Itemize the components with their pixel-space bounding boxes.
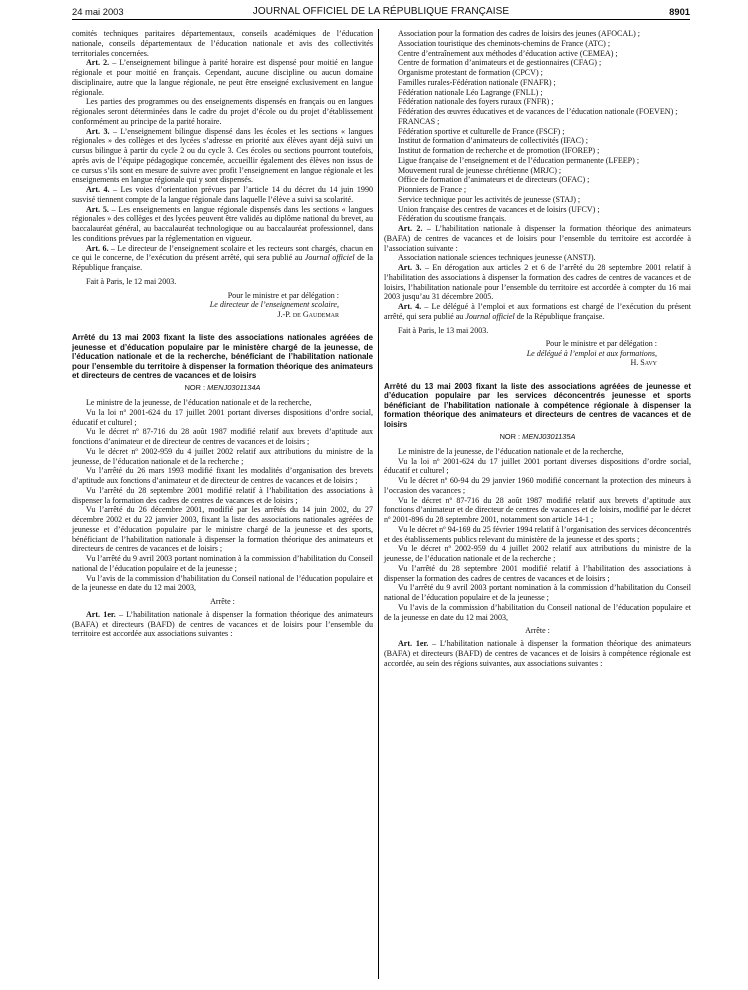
visa: Vu le décret nº 60-94 du 29 janvier 1960 modifié concernant la protection des mineurs à l’occasion des vacances ; bbox=[384, 476, 691, 495]
journal-title: JOURNAL OFFICIEL DE LA RÉPUBLIQUE FRANÇAISE bbox=[252, 6, 510, 17]
list-item: Association touristique des cheminots-chemins de France (ATC) ; bbox=[398, 38, 611, 48]
visa: Le ministre de la jeunesse, de l’éducation nationale et de la recherche, bbox=[86, 398, 312, 408]
decree-title: Arrêté du 13 mai 2003 fixant la liste des associations nationales agréées de jeunesse et d’éducation populaire par le ministère chargé de la jeunesse, de l’éducation nationale et de la recherche, bénéficiant de l’habilitation nationale pour l’ensemble du territoire à dispenser la formation théorique des animateurs et directeurs de centres de vacances et de loisirs bbox=[72, 333, 373, 380]
visa: Vu l’arrêté du 9 avril 2003 portant nomination à la commission d’habilitation du Conseil national de l’éducation populaire et de la jeunesse ; bbox=[384, 583, 691, 603]
list-item: Pionniers de France ; bbox=[398, 185, 467, 194]
article-4 bbox=[384, 302, 691, 322]
visa: Vu le décret nº 87-716 du 28 août 1987 modifié relatif aux brevets d’aptitude aux fonctions d’animateur et de directeur de centres de vacances et de loisirs ; bbox=[72, 427, 373, 447]
signature-name bbox=[384, 358, 657, 368]
visa: Vu l’arrêté du 26 mars 1993 modifié fixant les modalités d’organisation des brevets d’aptitude aux fonctions d’animateur et de directeur de centres de vacances et de loisirs ; bbox=[72, 466, 373, 486]
article-2 bbox=[72, 58, 373, 97]
nor-label: NOR : bbox=[499, 432, 523, 442]
article-1 bbox=[72, 610, 373, 639]
signature-role: Le délégué à l’emploi et aux formations, bbox=[526, 348, 657, 358]
signature-surname: Savy bbox=[640, 358, 657, 368]
article-5 bbox=[72, 205, 373, 244]
list-item: Fédération du scoutisme français. bbox=[398, 214, 507, 224]
nor-value: MENJ0301135A bbox=[522, 432, 576, 442]
association-list bbox=[384, 29, 691, 224]
article-text: – Les enseignements en langue régionale dispensés dans les sections « langues régionales » des collèges et des lycées peuvent être validés au diplôme national du brevet, au baccalauréat général, au baccalauréat technologique ou au baccalauréat professionnel, dans les conditions prévues par la réglementation en vigueur. bbox=[72, 204, 374, 243]
signature-name bbox=[72, 310, 339, 320]
article-label: Art. 6. bbox=[86, 243, 109, 253]
visa: Vu l’avis de la commission d’habilitation du Conseil national de l’éducation populaire et de la jeunesse en date du 12 mai 2003, bbox=[72, 573, 373, 593]
article-3 bbox=[72, 127, 373, 186]
list-item: Association pour la formation des cadres de loisirs des jeunes (AFOCAL) ; bbox=[398, 29, 641, 38]
signature-initials: H. bbox=[630, 358, 641, 368]
article-text: de la République française. bbox=[514, 311, 605, 321]
nor-label: NOR : bbox=[184, 383, 208, 393]
decree-title: Arrêté du 13 mai 2003 fixant la liste des associations agréées de jeunesse et d’éducation populaire par les services déconcentrés jeunesse et sports bénéficiant de l’habilitation nationale à compétence régionale à dispenser la formation théorique des animateurs et directeurs de centres de vacances et de loisirs bbox=[384, 382, 691, 429]
article-text: – Le délégué à l’emploi et aux formations est chargé de l’exécution du présent arrêté, qui sera publié au bbox=[384, 302, 691, 321]
header-rule bbox=[72, 19, 690, 20]
article-label: Art. 3. bbox=[398, 263, 422, 272]
list-item: Organisme protestant de formation (CPCV) ; bbox=[398, 68, 543, 77]
list-item: Fédération nationale des foyers ruraux (FNFR) ; bbox=[398, 97, 554, 107]
visa: Le ministre de la jeunesse, de l’éducation nationale et de la recherche, bbox=[398, 446, 624, 456]
journal-officiel-ref: Journal officiel bbox=[465, 311, 515, 321]
column-divider bbox=[378, 29, 379, 979]
article-text: – L’enseignement bilingue dispensé dans les écoles et les sections « langues régionales » des collèges et des lycées s’adresse en priorité aux élèves ayant déjà suivi un cursus bilingue à partir du cycle 2 ou du cycle 3. Ces écoles ou sections pourront toutefois, après avis de l’équipe pédagogique concernée, accueillir également des élèves non issus de ce cursus s’ils sont en mesure de suivre avec profit l’enseignement en langue régionale et les enseignements en langue régionale qui y sont dispensés. bbox=[72, 126, 373, 185]
list-item: Institut de formation d’animateurs de collectivités (IFAC) ; bbox=[398, 136, 589, 146]
visa: Vu l’arrêté du 28 septembre 2001 modifié relatif à l’habilitation des associations à dispenser la formation des cadres de centres de vacances et de loisirs ; bbox=[384, 563, 691, 583]
nor-value: MENJ0301134A bbox=[207, 383, 261, 393]
visa: Vu l’avis de la commission d’habilitation du Conseil national de l’éducation populaire et de la jeunesse en date du 12 mai 2003, bbox=[384, 602, 691, 622]
article-label: Art. 2. bbox=[86, 58, 110, 68]
article-text: – Les voies d’orientation prévues par l’article 14 du décret du 14 juin 1990 susvisé tiennent compte de la langue régionale dans laquelle l’élève a suivi sa scolarité. bbox=[72, 185, 374, 204]
nor-reference bbox=[72, 383, 373, 393]
signature-line: Pour le ministre et par délégation : bbox=[227, 290, 339, 300]
visa: Vu l’arrêté du 9 avril 2003 portant nomination à la commission d’habilitation du Conseil national de l’éducation populaire et de la jeunesse ; bbox=[72, 554, 373, 573]
list-item: Institut de formation de recherche et de promotion (IFOREP) ; bbox=[398, 146, 600, 155]
visa: Vu l’arrêté du 26 décembre 2001, modifié par les arrêtés du 14 juin 2002, du 27 décembre 2002 et du 22 janvier 2003, fixant la liste des associations nationales agréées de jeunesse et d’éducation populaire par le ministre chargé de la jeunesse et des sports, bénéficiant de l’habilitation nationale à dispenser la formation théorique des animateurs et directeurs de centres de vacances et de loisirs ; bbox=[72, 505, 373, 554]
nor-reference bbox=[384, 432, 691, 442]
signature-block bbox=[384, 339, 691, 368]
article-label: Art. 4. bbox=[398, 302, 422, 311]
article-label: Art. 1er. bbox=[86, 609, 116, 619]
article-label: Art. 3. bbox=[86, 126, 110, 136]
article-text: – L’habilitation nationale à dispenser la formation théorique des animateurs (BAFA) de centres de vacances et de loisirs pour l’ensemble du territoire est accordée à l’association suivante : bbox=[384, 224, 691, 253]
page-header bbox=[72, 6, 690, 20]
signature-surname: de Gaudemar bbox=[292, 309, 339, 319]
list-item: Fédération sportive et culturelle de France (FSCF) ; bbox=[398, 126, 565, 136]
signature-block bbox=[72, 291, 373, 320]
paragraph: Les parties des programmes ou des enseignements dispensés en français ou en langues régionales seront déterminées dans le cadre du projet d’école ou du projet d’établissement conformément au principe de la parité horaire. bbox=[72, 97, 373, 126]
list-item: Centre d’entraînement aux méthodes d’éducation active (CEMEA) ; bbox=[398, 48, 618, 58]
page-number: 8901 bbox=[669, 6, 690, 17]
list-item: Office de formation d’animateurs et de directeurs (OFAC) ; bbox=[398, 175, 590, 185]
list-item: Union française des centres de vacances et de loisirs (UFCV) ; bbox=[398, 204, 600, 214]
article-label: Art. 1er. bbox=[398, 639, 429, 649]
article-text: de la République française. bbox=[72, 253, 373, 272]
arrete-heading: Arrête : bbox=[210, 597, 235, 607]
article-text: – Le directeur de l’enseignement scolaire et les recteurs sont chargés, chacun en ce qui le concerne, de l’exécution du présent arrêté, qui sera publié au bbox=[72, 243, 373, 263]
list-item: Ligue française de l’enseignement et de l’éducation permanente (LFEEP) ; bbox=[398, 155, 640, 165]
list-item: Mouvement rural de jeunesse chrétienne (MRJC) ; bbox=[398, 165, 562, 175]
journal-officiel-ref: Journal officiel bbox=[304, 253, 355, 263]
visa: Vu la loi nº 2001-624 du 17 juillet 2001 portant diverses dispositions d’ordre social, éducatif et culturel ; bbox=[72, 407, 373, 427]
right-column bbox=[384, 29, 691, 668]
visa: Vu le décret nº 94-169 du 25 février 1994 relatif à l’organisation des services déconcentrés et des établissements publics relevant du ministère de la jeunesse et des sports ; bbox=[384, 524, 691, 544]
visa: Vu la loi nº 2001-624 du 17 juillet 2001 portant diverses dispositions d’ordre social, éducatif et culturel ; bbox=[384, 456, 691, 476]
article-text: – L’habilitation nationale à dispenser la formation théorique des animateurs (BAFA) et directeurs (BAFD) de centres de vacances et de loisirs pour l’ensemble du territoire est accordée aux associations suivantes : bbox=[72, 609, 373, 639]
list-item: Service technique pour les activités de jeunesse (STAJ) ; bbox=[398, 194, 581, 204]
article-label: Art. 5. bbox=[86, 204, 109, 214]
signature-line: Pour le ministre et par délégation : bbox=[545, 339, 657, 349]
fait-a-paris: Fait à Paris, le 13 mai 2003. bbox=[398, 325, 489, 335]
list-item: FRANCAS ; bbox=[398, 116, 440, 126]
signature-role: Le directeur de l’enseignement scolaire, bbox=[209, 300, 339, 310]
list-item: Association nationale sciences techniques jeunesse (ANSTJ). bbox=[398, 253, 596, 263]
article-3 bbox=[384, 263, 691, 302]
left-column bbox=[72, 29, 373, 639]
visa: Vu le décret nº 2002-959 du 4 juillet 2002 relatif aux attributions du ministre de la jeunesse, de l’éducation nationale et de la recherche ; bbox=[384, 544, 691, 564]
visa: Vu l’arrêté du 28 septembre 2001 modifié relatif à l’habilitation des associations à dispenser la formation des cadres de centres de vacances et de loisirs ; bbox=[72, 485, 373, 505]
list-item: Fédération nationale Léo Lagrange (FNLL) ; bbox=[398, 87, 543, 97]
header-date: 24 mai 2003 bbox=[72, 6, 124, 17]
signature-initials: J.-P. bbox=[277, 309, 293, 319]
list-item: Fédération des œuvres éducatives et de vacances de l’éducation nationale (FOEVEN) ; bbox=[398, 107, 678, 116]
article-6 bbox=[72, 244, 373, 273]
article-text: – En dérogation aux articles 2 et 6 de l’arrêté du 28 septembre 2001 relatif à l’habilitation des associations à dispenser la formation des cadres de centres de vacances et de loisirs, l’habilitation nationale pour l’ensemble du territoire est accordée à compter du 16 mai 2003 jusqu’au 31 décembre 2005. bbox=[384, 263, 692, 302]
article-2 bbox=[384, 224, 691, 253]
visa: Vu le décret nº 2002-959 du 4 juillet 2002 relatif aux attributions du ministre de la jeunesse, de l’éducation nationale et de la recherche ; bbox=[72, 446, 373, 466]
arrete-heading: Arrête : bbox=[525, 626, 550, 636]
article-1 bbox=[384, 639, 691, 668]
list-item: Familles rurales-Fédération nationale (FNAFR) ; bbox=[398, 77, 556, 87]
article-4 bbox=[72, 185, 373, 205]
article-text: – L’habilitation nationale à dispenser la formation théorique des animateurs (BAFA) et directeurs (BAFD) de centres de vacances et de loisirs à compétence régionale est accordée, au sein des régions suivantes, aux associations suivantes : bbox=[384, 639, 691, 668]
visa: Vu le décret nº 87-716 du 28 août 1987 modifié relatif aux brevets d’aptitude aux fonctions d’animateur et de directeur de centres de vacances et de loisirs, modifié par le décret nº 2001-896 du 28 septembre 2001, notamment son article 14-1 ; bbox=[384, 495, 691, 525]
article-text: – L’enseignement bilingue à parité horaire est dispensé pour moitié en langue régionale et pour moitié en français. Cependant, aucune discipline ou aucun domaine disciplinaire, autre que la langue régionale, ne peut être enseigné exclusivement en langue régionale. bbox=[72, 58, 373, 97]
list-item: Centre de formation d’animateurs et de gestionnaires (CFAG) ; bbox=[398, 58, 602, 68]
article-label: Art. 4. bbox=[86, 185, 110, 194]
paragraph: comités techniques paritaires départementaux, conseils académiques de l’éducation nationale, conseils départementaux de l’éducation nationale et avis des collectivités territoriales concernées. bbox=[72, 29, 373, 58]
fait-a-paris: Fait à Paris, le 12 mai 2003. bbox=[86, 276, 177, 286]
article-label: Art. 2. bbox=[398, 224, 423, 233]
